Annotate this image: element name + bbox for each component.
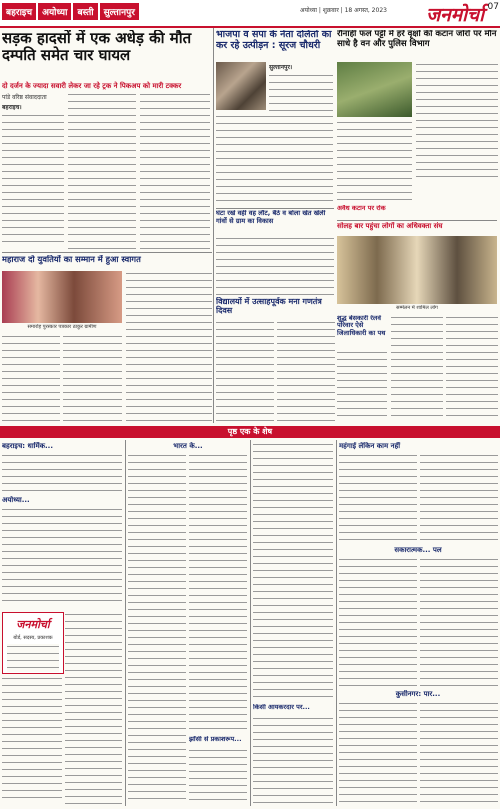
body-text <box>416 62 498 182</box>
continuation-heading: महंगाई लेकिन काम नहीं <box>339 442 401 450</box>
janmorcha-logo: जनमोर्चा <box>16 618 50 631</box>
body-text <box>216 320 274 422</box>
trees-photo <box>337 62 412 117</box>
body-text <box>126 271 212 421</box>
body-text <box>2 507 122 607</box>
tree-subhead: अवैध कटान पर रोक <box>337 205 386 212</box>
body-text <box>7 644 59 672</box>
school-story <box>216 297 336 319</box>
city-tab[interactable]: बस्ती <box>73 3 97 20</box>
body-text <box>420 701 498 804</box>
rally-photo <box>337 236 497 304</box>
body-text <box>253 716 333 804</box>
lead-col-a <box>2 92 64 250</box>
continuation-heading: अयोध्या... <box>2 496 30 504</box>
rally-headline: सोलह बार पहुंचा लोगों का अधिवक्ता संघ <box>337 222 443 230</box>
lead-story <box>2 30 210 78</box>
page-number: 07 <box>487 2 499 12</box>
body-text <box>337 350 387 422</box>
body-text <box>128 453 186 803</box>
body-text <box>253 442 333 702</box>
body-text <box>216 114 333 206</box>
body-text <box>277 320 335 422</box>
body-text <box>339 557 417 687</box>
janmorcha-subtitle: बोर्ड, सदस्य, प्रकाशक <box>13 635 53 641</box>
body-text <box>2 453 122 493</box>
portrait-photo <box>216 62 266 110</box>
continuation-heading: झाँसी से प्रकाशरूप... <box>189 736 242 743</box>
felicitation-headline: महाराज दो युवतियों का सम्मान में हुआ स्वागत <box>2 255 141 264</box>
village-story <box>216 210 334 234</box>
tree-cutting-story <box>337 30 497 60</box>
continuation-heading: भारत के... <box>173 442 203 450</box>
city-tab[interactable]: अयोध्या <box>38 3 71 20</box>
continuation-heading: किसी आयकरदार पर... <box>253 704 310 711</box>
body-text <box>339 453 417 543</box>
continuation-heading: कुसीनगर: पार... <box>395 690 441 698</box>
byline: पांडे वरिष्ठ संवाददाता <box>2 94 47 101</box>
body-text <box>339 701 417 804</box>
politics-story <box>216 30 333 60</box>
lead-subhead: दो दर्जन के ज्यादा सवारी लेकर जा रहे ट्रक ने पिकअप को मारी टक्कर <box>2 82 182 90</box>
photo-caption: समारोह पुरस्कार पत्रकार ठाकुर ग्रामीण <box>27 324 97 330</box>
continuation-heading: बहराइच: धार्मिक... <box>2 442 53 450</box>
janmorcha-box <box>2 612 64 674</box>
continuation-banner: पृष्ठ एक के शेष <box>0 426 500 438</box>
body-text <box>216 236 334 296</box>
body-text <box>63 334 122 422</box>
body-text <box>189 748 247 804</box>
body-text <box>68 92 136 250</box>
city-tabs <box>2 3 139 20</box>
village-headline: घंटा रखे वहीं वह लौट, बैठे व बोला खेत खेली गांवों से ग्राम का विकास <box>216 210 326 225</box>
felicitation-story <box>2 255 212 269</box>
group-photo <box>2 271 122 323</box>
body-text <box>337 120 412 200</box>
body-text <box>420 557 498 687</box>
body-text <box>269 73 333 114</box>
politics-headline: भाजपा व सपा के नेता दलितों का कर रहे उत्पीड़न : सूरज चौधरी <box>216 30 332 51</box>
school-headline: विद्यालयों में उत्साहपूर्वक मना गणतंत्र दिवस <box>216 297 322 316</box>
body-text <box>391 315 443 422</box>
publication-date: अयोध्या | शुक्रवार | 18 अगस्त, 2023 <box>300 7 387 14</box>
body-text <box>189 453 247 733</box>
dateline: सुल्तानपुर। <box>269 64 293 71</box>
dateline: बहराइच। <box>2 104 22 111</box>
page-header <box>0 0 500 28</box>
masthead-logo: जनमोर्चा <box>426 4 484 26</box>
continuation-heading: सकारात्मक... पल <box>394 546 442 554</box>
lead-headline: सड़क हादसों में एक अधेड़ की मौत दम्पति समेत चार घायल <box>2 30 192 65</box>
rally-story <box>337 222 497 236</box>
photo-caption: सम्मेलन में शामिल लोग <box>396 305 438 311</box>
city-tab[interactable]: सुल्तानपुर <box>100 3 139 20</box>
body-text <box>2 334 60 422</box>
body-text <box>65 612 122 804</box>
body-text <box>2 676 62 804</box>
body-text <box>2 113 64 243</box>
body-text <box>140 92 210 250</box>
body-text <box>446 315 498 422</box>
tree-headline: रौनाही फल पट्टी में हरे वृक्षों की कटान जोरों पर मौन साधे है वन और पुलिस विभाग <box>337 30 497 49</box>
body-text <box>420 453 498 543</box>
city-tab[interactable]: बहराइच <box>2 3 36 20</box>
railway-headline: शुद्ध बेसकारी रेलवे परिवार ऐसे जिलाधिकारी का पथ <box>337 315 386 337</box>
